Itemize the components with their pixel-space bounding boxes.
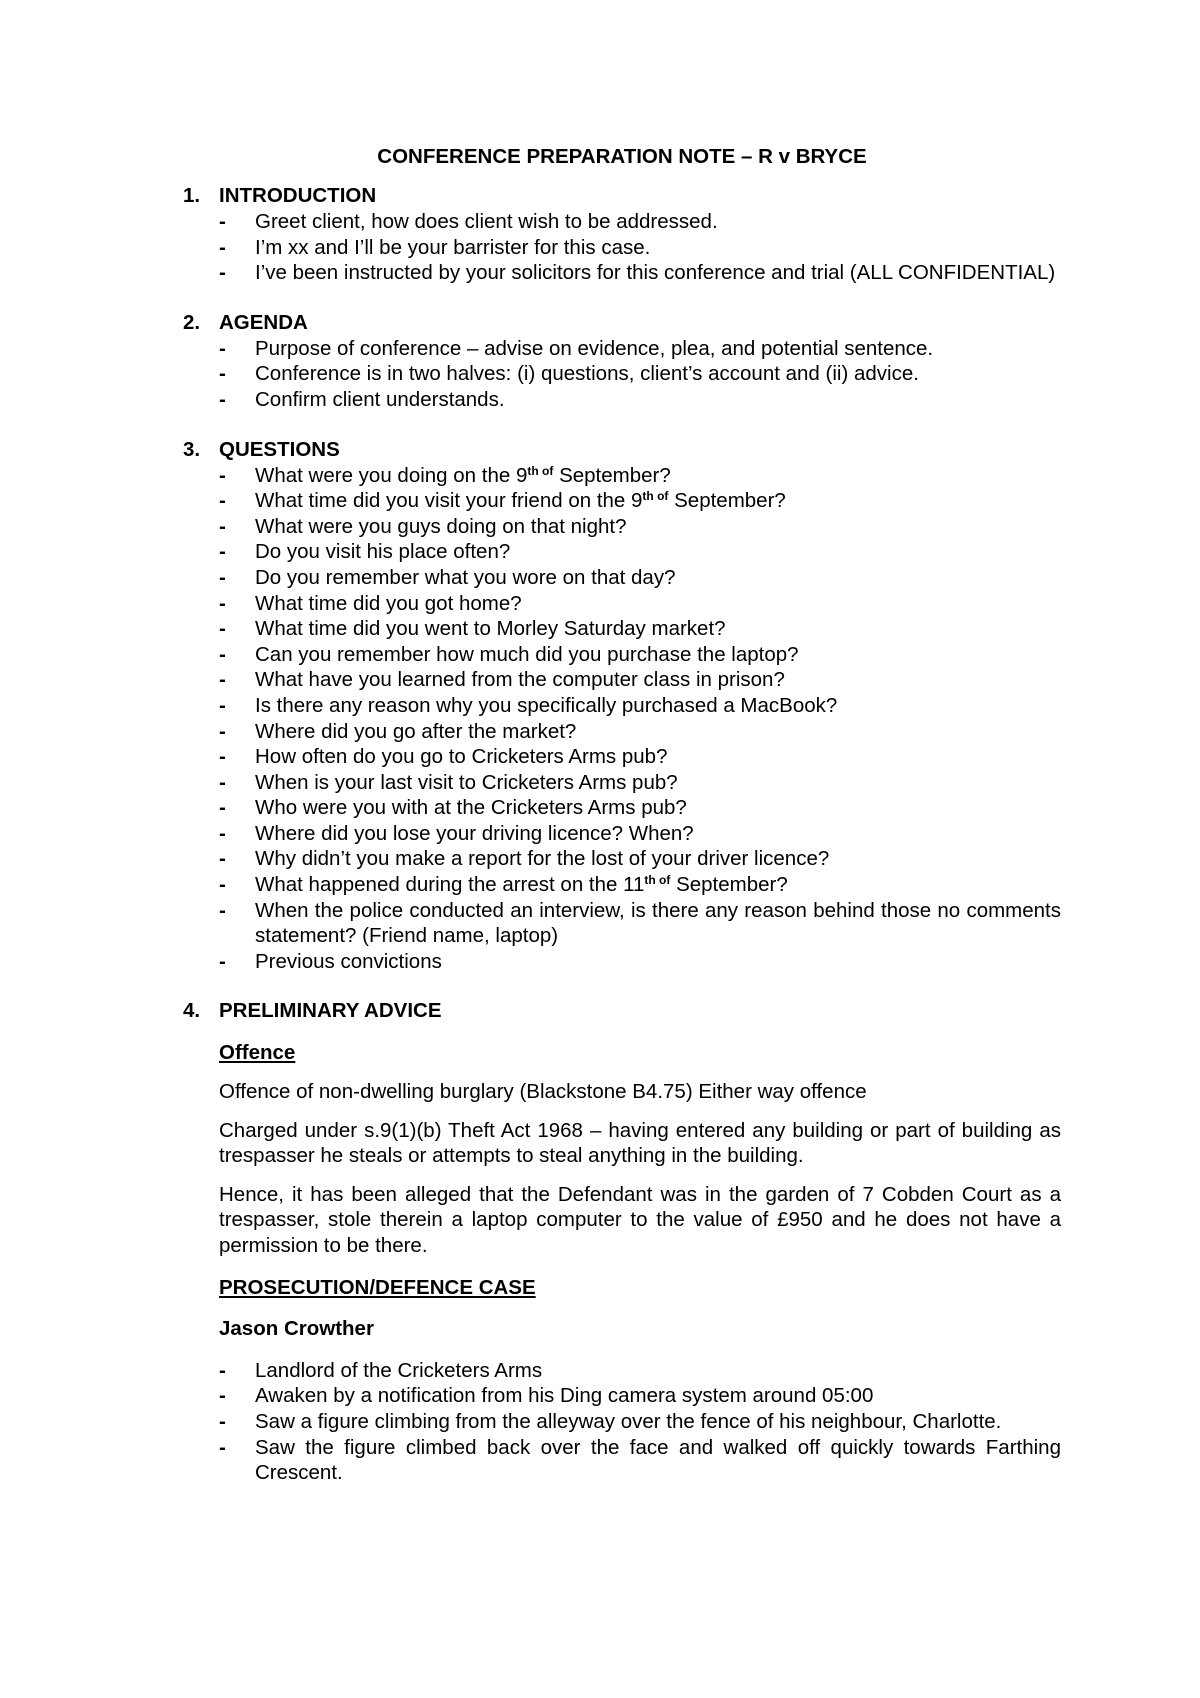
list-item-text: What were you doing on the 9 (255, 463, 528, 487)
list-item (219, 463, 1061, 489)
dash-bullet: - (219, 873, 226, 897)
bullet-list (183, 209, 1061, 286)
section-title: PRELIMINARY ADVICE (219, 999, 442, 1023)
list-item-text: September? (670, 873, 788, 897)
dash-bullet: - (219, 949, 226, 973)
list-item-text: Where did you lose your driving licence? When? (255, 821, 694, 845)
advice-body (183, 1040, 1061, 1341)
dash-bullet: - (219, 745, 226, 769)
dash-bullet: - (219, 770, 226, 794)
dash-bullet: - (219, 693, 226, 717)
list-item-text: Is there any reason why you specifically purchased a MacBook? (255, 693, 838, 717)
list-item (219, 514, 1061, 540)
dash-bullet: - (219, 591, 226, 615)
list-item-text: I’ve been instructed by your solicitors for this conference and trial (ALL CONFIDENTIAL) (255, 261, 1056, 285)
bullet-list (183, 463, 1061, 975)
section-heading (183, 998, 1061, 1024)
list-item-text: Do you remember what you wore on that day? (255, 565, 676, 589)
section-introduction (183, 183, 1061, 286)
list-item (219, 872, 1061, 898)
list-item (219, 770, 1061, 796)
list-item (219, 1383, 1061, 1409)
list-item-text: How often do you go to Cricketers Arms pub? (255, 745, 668, 769)
page-title: CONFERENCE PREPARATION NOTE – R v BRYCE (377, 145, 867, 168)
section-questions (183, 437, 1061, 975)
list-item (219, 361, 1061, 387)
dash-bullet: - (219, 514, 226, 538)
dash-bullet: - (219, 235, 226, 259)
witness-name: Jason Crowther (219, 1317, 374, 1341)
dash-bullet: - (219, 1409, 226, 1433)
section-heading (183, 310, 1061, 336)
dash-bullet: - (219, 336, 226, 360)
list-item (219, 591, 1061, 617)
list-item-text: Where did you go after the market? (255, 719, 577, 743)
list-item-text: What time did you went to Morley Saturday market? (255, 617, 726, 641)
list-item (219, 565, 1061, 591)
paragraph: Offence of non-dwelling burglary (Blackstone B4.75) Either way offence (219, 1080, 867, 1104)
dash-bullet: - (219, 1358, 226, 1382)
list-item-text: When the police conducted an interview, is there any reason behind those no comments statement? (Friend name, laptop) (255, 898, 1061, 948)
ordinal-superscript: th of (527, 463, 554, 478)
list-item-text: Confirm client understands. (255, 387, 505, 411)
dash-bullet: - (219, 261, 226, 285)
section-preliminary-advice (183, 998, 1061, 1485)
section-heading (183, 437, 1061, 463)
list-item (219, 719, 1061, 745)
dash-bullet: - (219, 642, 226, 666)
dash-bullet: - (219, 821, 226, 845)
list-item-text: Previous convictions (255, 949, 442, 973)
case-heading: PROSECUTION/DEFENCE CASE (219, 1275, 536, 1299)
list-item-text: Do you visit his place often? (255, 540, 511, 564)
section-heading (183, 183, 1061, 209)
section-agenda (183, 310, 1061, 413)
list-item-text: Can you remember how much did you purchase the laptop? (255, 642, 799, 666)
offence-heading: Offence (219, 1041, 296, 1065)
dash-bullet: - (219, 540, 226, 564)
dash-bullet: - (219, 617, 226, 641)
list-item (219, 949, 1061, 975)
list-item-text: Why didn’t you make a report for the lost of your driver licence? (255, 847, 830, 871)
paragraph: Hence, it has been alleged that the Defendant was in the garden of 7 Cobden Court as a trespasser, stole therein a laptop computer to the value of £950 and he does not have a permission to be there. (219, 1182, 1061, 1257)
dash-bullet: - (219, 362, 226, 386)
ordinal-superscript: th of (644, 873, 671, 888)
list-item (219, 795, 1061, 821)
dash-bullet: - (219, 898, 226, 922)
list-item-text: What time did you got home? (255, 591, 522, 615)
list-item-text: Saw a figure climbing from the alleyway over the fence of his neighbour, Charlotte. (255, 1409, 1002, 1433)
dash-bullet: - (219, 565, 226, 589)
list-item (219, 821, 1061, 847)
list-item-text: Conference is in two halves: (i) questions, client’s account and (ii) advice. (255, 362, 919, 386)
section-number: 4. (183, 999, 201, 1023)
list-item-text: Who were you with at the Cricketers Arms pub? (255, 796, 687, 820)
list-item-text: What were you guys doing on that night? (255, 514, 627, 538)
bullet-list (183, 336, 1061, 413)
list-item-text: Purpose of conference – advise on evidence, plea, and potential sentence. (255, 336, 934, 360)
dash-bullet: - (219, 719, 226, 743)
list-item (219, 336, 1061, 362)
list-item-text: Landlord of the Cricketers Arms (255, 1358, 543, 1382)
list-item-text: I’m xx and I’ll be your barrister for this case. (255, 235, 651, 259)
list-item (219, 235, 1061, 261)
list-item (219, 667, 1061, 693)
section-title: AGENDA (219, 310, 308, 334)
dash-bullet: - (219, 847, 226, 871)
list-item (219, 488, 1061, 514)
section-number: 2. (183, 310, 201, 334)
dash-bullet: - (219, 210, 226, 233)
section-title: INTRODUCTION (219, 184, 377, 207)
list-item (219, 846, 1061, 872)
list-item-text: Greet client, how does client wish to be addressed. (255, 210, 718, 233)
list-item (219, 693, 1061, 719)
list-item (219, 1358, 1061, 1384)
list-item-text: September? (668, 489, 786, 513)
list-item (219, 260, 1061, 286)
dash-bullet: - (219, 489, 226, 513)
dash-bullet: - (219, 668, 226, 692)
section-number: 1. (183, 184, 201, 207)
list-item (219, 1409, 1061, 1435)
list-item (219, 642, 1061, 668)
section-title: QUESTIONS (219, 437, 340, 461)
list-item (219, 387, 1061, 413)
list-item (219, 898, 1061, 949)
dash-bullet: - (219, 1435, 226, 1459)
list-item (219, 209, 1061, 235)
list-item (219, 539, 1061, 565)
list-item (219, 744, 1061, 770)
dash-bullet: - (219, 1384, 226, 1408)
document-body (183, 144, 1061, 1486)
list-item-text: What time did you visit your friend on the 9 (255, 489, 643, 513)
section-number: 3. (183, 437, 201, 461)
bullet-list (183, 1358, 1061, 1486)
list-item-text: What happened during the arrest on the 11 (255, 873, 645, 897)
list-item (219, 616, 1061, 642)
paragraph: Charged under s.9(1)(b) Theft Act 1968 – having entered any building or part of building as trespasser he steals or attempts to steal anything in the building. (219, 1118, 1061, 1168)
list-item-text: What have you learned from the computer class in prison? (255, 668, 785, 692)
list-item-text: Saw the figure climbed back over the face and walked off quickly towards Farthing Crescent. (255, 1435, 1061, 1485)
dash-bullet: - (219, 463, 226, 487)
ordinal-superscript: th of (642, 489, 669, 504)
list-item-text: Awaken by a notification from his Ding camera system around 05:00 (255, 1384, 874, 1408)
list-item-text: September? (553, 463, 671, 487)
list-item-text: When is your last visit to Cricketers Arms pub? (255, 770, 678, 794)
list-item (219, 1435, 1061, 1486)
dash-bullet: - (219, 387, 226, 411)
dash-bullet: - (219, 796, 226, 820)
